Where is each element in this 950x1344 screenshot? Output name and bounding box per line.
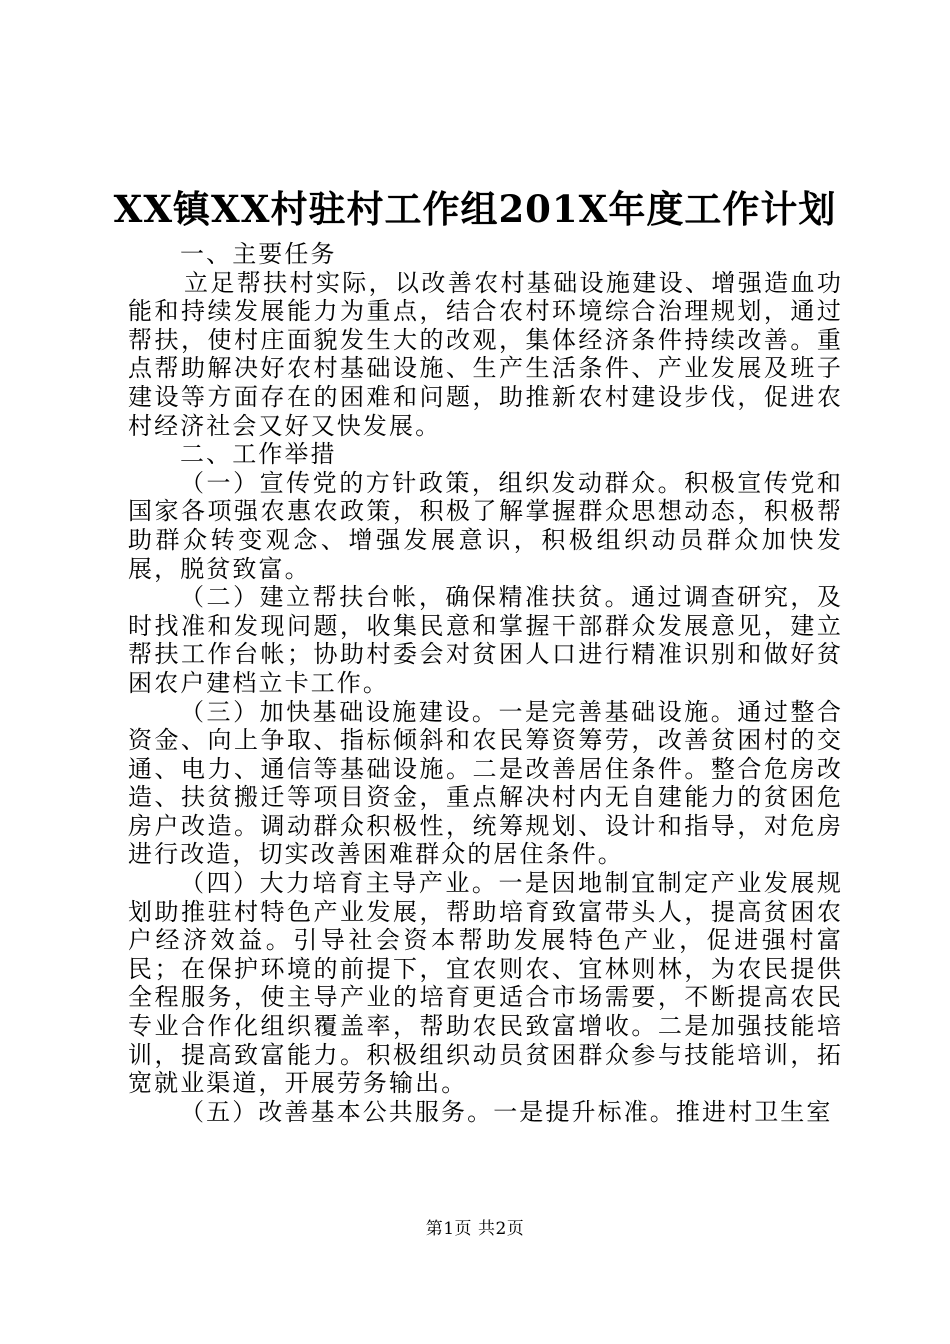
paragraph-measure-4: （四）大力培育主导产业。一是因地制宜制定产业发展规划助推驻村特色产业发展，帮助培育致富带头人，提高贫困农户经济效益。引导社会资本帮助发展特色产业，促进强村富民；在保护环境的前提下，宜农则农、宜林则林，为农民提供全程服务，使主导产业的培育更适合市场需要，不断提高农民专业合作化组织覆盖率，帮助农民致富增收。二是加强技能培训，提高致富能力。积极组织动员贫困群众参与技能培训，拓宽就业渠道，开展劳务输出。 <box>128 869 843 1098</box>
section-heading-main-tasks: 一、主要任务 <box>180 240 337 268</box>
paragraph-measure-3: （三）加快基础设施建设。一是完善基础设施。通过整合资金、向上争取、指标倾斜和农民筹资筹劳，改善贫困村的交通、电力、通信等基础设施。二是改善居住条件。整合危房改造、扶贫搬迁等项目资金，重点解决村内无自建能力的贫困危房户改造。调动群众积极性，统筹规划、设计和指导，对危房进行改造，切实改善困难群众的居住条件。 <box>128 697 843 869</box>
paragraph-main-tasks: 立足帮扶村实际，以改善农村基础设施建设、增强造血功能和持续发展能力为重点，结合农村环境综合治理规划，通过帮扶，使村庄面貌发生大的改观，集体经济条件持续改善。重点帮助解决好农村基础设施、生产生活条件、产业发展及班子建设等方面存在的困难和问题，助推新农村建设步伐，促进农村经济社会又好又快发展。 <box>128 268 843 440</box>
document-body <box>128 240 843 1126</box>
document-title: XX镇XX村驻村工作组201X年度工作计划 <box>113 187 837 231</box>
page-footer: 第1页 共2页 <box>425 1219 525 1239</box>
section-heading-work-measures: 二、工作举措 <box>180 440 337 469</box>
paragraph-measure-2: （二）建立帮扶台帐，确保精准扶贫。通过调查研究，及时找准和发现问题，收集民意和掌握干部群众发展意见，建立帮扶工作台帐；协助村委会对贫困人口进行精准识别和做好贫困农户建档立卡工作。 <box>128 583 843 697</box>
paragraph-measure-1: （一）宣传党的方针政策，组织发动群众。积极宣传党和国家各项强农惠农政策，积极了解掌握群众思想动态，积极帮助群众转变观念、增强发展意识，积极组织动员群众加快发展，脱贫致富。 <box>128 468 843 583</box>
paragraph-measure-5: （五）改善基本公共服务。一是提升标准。推进村卫生室 <box>180 1097 833 1126</box>
